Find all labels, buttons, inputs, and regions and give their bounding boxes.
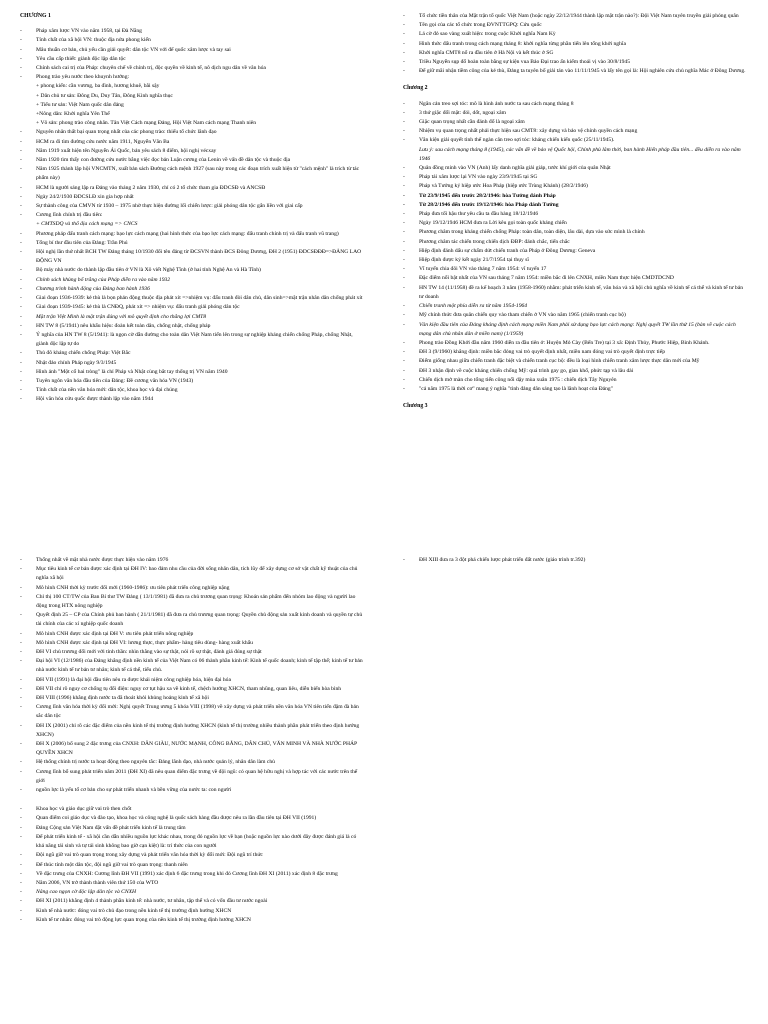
list-item: - Năm 1920 tìm thấy con đường cứu nước bằng việc đọc bản Luận cương của Lenin về vấn đề dân tộc và thuộc địa (20, 156, 365, 165)
list-item: - Từ 23/9/1945 đến trước 28/2/1946: hòa Tưởng đánh Pháp (403, 192, 748, 201)
list-item: + phong kiến: cần vương, ba đình, hương khuê, bãi sậy (36, 83, 160, 90)
list-item: - Quyết định 25 – CP của Chính phủ ban hành ( 21/1/1981) đã đưa ra chủ trương quan trọng: Quyền chủ động sản xuất kinh doanh và quyền tự chủ tài chính của các xí nghiệp quốc doanh (20, 611, 365, 629)
list-item: - Pháp và Tưởng ký hiệp ước Hoa Pháp (hiệp ước Trùng Khánh) (28/2/1946) (403, 182, 748, 191)
list-item: - Văn kiện giải quyết tình thế ngàn cân treo sợi tóc: kháng chiến kiến quốc (25/11/1945). (403, 136, 748, 145)
list-item: - Cương lĩnh bổ sung phát triển năm 2011 (ĐH XI) đã nêu quan điểm đặc trưng về đội ngũ: có quan hệ hữu nghị và hợp tác với các nước trên thế giới (20, 768, 365, 786)
list-item: - Tuyên ngôn văn hóa đầu tiên của Đảng: Đề cương văn hóa VN (1943) (20, 377, 365, 386)
list-item: - ĐH XIII đưa ra 3 đột phá chiến lược phát triển đất nước (giáo trình tr.392) (403, 556, 748, 565)
chapter-1-list (20, 27, 365, 404)
list-item: - Nâng cao ngọn cờ độc lập dân tộc và CNXH (20, 888, 365, 897)
list-item: - Chính sách cai trị của Pháp: chuyên chế về chính trị, độc quyền về kinh tế, nô dịch ngu dân về văn hóa (20, 64, 365, 73)
list-item: - Cương lĩnh chính trị đầu tiên: (20, 211, 365, 220)
list-item: - Giai đoạn 1936-1939: kẻ thù là bọn phản động thuộc địa phát xít =>nhiệm vụ: đấu tranh đòi dân chủ, dân sinh=>mặt trận nhân dân chống phát xít (20, 294, 365, 303)
list-item: - HCM là người sáng lập ra Đảng vào tháng 2 năm 1930, chỉ có 2 tổ chức tham gia ĐDCSĐ và ANCSĐ (20, 184, 365, 193)
list-item: - Phương pháp đấu tranh cách mạng: bạo lực cách mạng (hai hình thức của bạo lực cách mạng: đấu tranh chính trị và đấu tranh vũ trang) (20, 230, 365, 239)
list-item: - Vĩ tuyến chia đôi VN vào tháng 7 năm 1954: vĩ tuyến 17 (403, 265, 748, 274)
document-page-2 (0, 536, 768, 1024)
list-item: - Hình thức đấu tranh trong cách mạng tháng 8: khởi nghĩa từng phần tiến lên tổng khởi nghĩa (403, 40, 748, 49)
list-item: - Tổng bí thư đầu tiên của Đảng: Trần Phú (20, 239, 365, 248)
list-item: - Ý nghĩa của HN TW 8 (5/1941): là ngọn cờ dẫn đường cho toàn dân Việt Nam tiến lên trong sự nghiệp kháng chiến chống Pháp, chống Nhật, giành độc lập tự do (20, 331, 365, 349)
list-item: - ĐH XI (2011) khẳng định 4 thành phần kinh tế: nhà nước, tư nhân, tập thể và có vốn đầu tư nước ngoài (20, 897, 365, 906)
list-item: - Ngày 24/2/1930 ĐDCSLĐ xin gia hợp nhất (20, 193, 365, 202)
chapter-1-heading: CHƯƠNG 1 (20, 13, 51, 19)
list-item: - Hệ thống chính trị nước ta hoạt động theo nguyên tắc: Đảng lãnh đạo, nhà nước quản lý, nhân dân làm chủ (20, 758, 365, 767)
page1-left-column (20, 12, 365, 405)
list-item: - Mục tiêu kinh tế cơ bản được xác định tại ĐH IV: bao đảm nhu cầu của đời sống nhân dân, tích lũy để xây dựng cơ sở vật chất kỹ thuật của chủ nghĩa xã hội (20, 565, 365, 583)
list-item: - Để thúc tính một dân tộc, đội ngũ giữ vai trò quan trọng: thanh niên (20, 861, 365, 870)
list-item: - ĐH IX (2001) chỉ rõ các đặc điểm của nền kinh tế thị trường định hướng XHCN (kinh tế thị trường nhiều thành phần phát triển theo định hướng XHCN) (20, 722, 365, 740)
list-item: - Chính sách khủng bố trắng của Pháp diễn ra vào năm 1932 (20, 276, 365, 285)
page1-right-column (403, 12, 748, 417)
list-item: - Hiệp định đánh dấu sự chấm dứt chiến tranh của Pháp ở Đông Dương: Geneva (403, 247, 748, 256)
list-item: - ĐH X (2006) bổ sung 2 đặc trưng của CNXH: DÂN GIÀU, NƯỚC MẠNH, CÔNG BẰNG, DÂN CHỦ, VĂN MINH VÀ NHÀ NƯỚC PHÁP QUYỀN XHCN (20, 740, 365, 758)
list-item: - Mô hình CNH thời kỳ trước đổi mới (1960-1986): ưu tiên phát triển công nghiệp nặng (20, 584, 365, 593)
page-separator (0, 502, 768, 534)
list-item: - Nhật đảo chính Pháp ngày 9/3/1945 (20, 359, 365, 368)
list-item: - Để phát triển kinh tế - xã hội cần dẫn nhiều nguồn lực khác nhau, trong đó nguồn lực về bạn (hoặc nguồn lực nào dưới đây được đánh giá là có khả năng tái sinh và tự tái sinh không bao giờ cạn kiệt) là: trí thức của con người (20, 833, 365, 851)
list-item: - Quan điểm coi giáo dục và đào tạo, khoa học và công nghệ là quốc sách hàng đầu được nêu ra lần đầu tiên tại ĐH VII (1991) (20, 814, 365, 823)
list-item: - Mô hình CNH được xác định tại ĐH VI: lương thực, thực phẩm- hàng tiêu dùng- hàng xuất khẩu (20, 639, 365, 648)
list-item: Lưu ý: sau cách mạng tháng 8 (1945), các vấn đề về bảo vệ Quốc hội, Chính phủ lâm thời, ban hành Hiến pháp đầu tiên... đều diễn ra vào năm 1946 (419, 146, 741, 162)
list-item: - Văn kiện đầu tiên của Đảng kháng định cách mạng miền Nam phải sử dụng bạo lực cách mạng: Nghị quyết TW lần thứ 15 (bàn về cuộc cách mạng dân chủ nhân dân ở miền nam) (1/1959) (403, 321, 748, 339)
document-page-1 (0, 0, 768, 500)
list-item: - Giai đoạn 1939-1945: kẻ thù là CNĐQ, phát xít => nhiệm vụ: đấu tranh giải phóng dân tộc (20, 303, 365, 312)
list-item: - Yêu cầu cấp thiết: giành độc lập dân tộc (20, 55, 365, 64)
list-item: - Đại hội VI (12/1986) của Đảng khẳng định nền kinh tế của Việt Nam có 06 thành phần kinh tế: Kinh tế quốc doanh; kinh tế tập thể; kinh tế tư bản nhà nước kinh tế tư bản tư nhân; kinh tế cá thể, tiểu chủ. (20, 657, 365, 675)
list-item: - 3 thứ giặc đối mặt: đói, dốt, ngoại xâm (403, 109, 748, 118)
list-item: - Phương châm tác chiến trong chiến dịch ĐBP: đánh chắc, tiến chắc (403, 238, 748, 247)
list-item: - Chương trình hành động của Đảng ban hành 1936 (20, 285, 365, 294)
list-item: +Nông dân: Khởi nghĩa Yên Thế (36, 111, 110, 118)
list-item: - Hiệp định được ký kết ngày 21/7/1954 tại thụy sĩ (403, 256, 748, 265)
list-item: - Đặc điểm nổi bật nhất của VN sau tháng 7 năm 1954: miền bắc đi lên CNXH, miền Nam thực hiện CMDTDCND (403, 274, 748, 283)
list-item: - Năm 2006, VN trở thành thành viên thứ 150 của WTO (20, 879, 365, 888)
list-item: - Quân đồng minh vào VN (Anh) lấy danh nghĩa giải giáp, tước khí giới của quân Nhật (403, 164, 748, 173)
list-item: - Tính chất của xã hội VN: thuộc địa nửa phong kiến (20, 36, 365, 45)
list-item: + CMTSDQ và thổ địa cách mạng => CNCS (36, 221, 138, 228)
list-item: - Hội văn hóa cứu quốc được thành lập vào năm 1944 (20, 395, 365, 404)
list-item: - Tính chất của nền văn hóa mới: dân tộc, khoa học và đại chúng (20, 386, 365, 395)
list-item: - Chiến tranh một phía diễn ra từ năm 1954-1964 (403, 302, 748, 311)
list-item: - Phong trào Đồng Khởi đầu năm 1960 diễn ra đầu tiên ở: Huyện Mỏ Cày (Bến Tre) tại 3 xã: Định Thủy, Phước Hiệp, Bình Khánh. (403, 339, 748, 348)
list-item: + Dân chủ tư sản: Đông Du, Duy Tân, Đông Kinh nghĩa thục (36, 92, 173, 99)
list-item: + Tiểu tư sản: Việt Nam quốc dân đảng (36, 101, 124, 108)
list-item: - Hình ảnh "Một cổ hai tròng" là chỉ Pháp và Nhật cùng bắt tay thống trị VN năm 1940 (20, 368, 365, 377)
list-item: - Pháp tái xâm lược lại VN vào ngày 23/9/1945 tại SG (403, 173, 748, 182)
list-item: - Phương châm trong kháng chiến chống Pháp: toàn dân, toàn diện, lâu dài, dựa vào sức mình là chính (403, 228, 748, 237)
list-item: - Thủ đô kháng chiến chống Pháp: Việt Bắc (20, 349, 365, 358)
chapter-3-heading: Chương 3 (403, 403, 428, 410)
list-item: - Tên gọi của các tổ chức trong ĐVNTTGPQ: Cứu quốc (403, 21, 748, 30)
page2-right-column (403, 556, 748, 565)
list-item: - nguồn lực là yếu tố cơ bản cho sự phát triển nhanh và bền vững của nước ta: con người (20, 786, 365, 795)
list-item: - Khoa học và giáo dục giữ vai trò then chốt (20, 805, 365, 814)
list-item: - ĐH 3 nhận định về cuộc kháng chiến chống Mỹ: quá trình gay go, gian khổ, phức tạp và lâu dài (403, 367, 748, 376)
list-item: - Về đặc trưng của CNXH: Cương lĩnh ĐH VII (1991) xác định 6 đặc trưng trong khi đó Cương lĩnh ĐH XI (2011) xác định 8 đặc trưng (20, 870, 365, 879)
list-item: - ĐH VIII (1996) khẳng định nước ta đã thoát khỏi khủng hoảng kinh tế xã hội (20, 694, 365, 703)
list-item: - ĐH VI chủ trương đổi mới với tinh thần: nhìn thẳng vào sự thật, nói rõ sự thật, đánh giá đúng sự thật (20, 648, 365, 657)
list-item: - Tổ chức tiền thân của Mặt trận tổ quốc Việt Nam (hoặc ngày 22/12/1944 thành lập mặt trận nào?): Đội Việt Nam tuyên truyền giải phóng quân (403, 12, 748, 21)
list-item: - Triều Nguyễn sụp đổ hoàn toàn bằng sự kiện vua Bảo Đại trao ấn kiếm thoái vị vào 30/8/1945 (403, 58, 748, 67)
chapter-2-heading: Chương 2 (403, 85, 428, 92)
page2-left-column (20, 556, 365, 925)
list-item: - Mặt trận Việt Minh là mặt trận đúng với mô quyết định cho thắng lợi CMT8 (20, 313, 365, 322)
list-item: - Cương lĩnh văn hóa thời kỳ đổi mới: Nghị quyết Trung ương 5 khóa VIII (1998) về xây dựng và phát triển nền văn hóa VN tiên tiến đậm đà bản sắc dân tộc (20, 703, 365, 721)
list-item: - Năm 1925 thành lập hội VNCMTN, xuất bản sách Đường cách mệnh 1927 (sau này trong các đoạn trích xuất hiện từ "cách mệnh" là trích từ tác phẩm này) (20, 165, 365, 183)
list-item: - Năm 1919 xuất hiện tên Nguyễn Ái Quốc, bản yêu sách 8 điểm, hội nghị vécxay (20, 147, 365, 156)
chapter-1-list-continued (403, 12, 748, 76)
list-item: - ĐH 3 (9/1960) khẳng định: miền bắc đóng vai trò quyết định nhất, miền nam đóng vai trò quyết định trực tiếp (403, 348, 748, 357)
list-item: - Pháp xâm lược VN vào năm 1958, tại Đà Nẵng (20, 27, 365, 36)
list-item: - ĐH VII chỉ rõ nguy cơ chống tụ đổi điện: nguy cơ tụt hậu xa về kinh tế, chệch hướng XHCN, tham nhũng, quan liêu, diễn biến hòa bình (20, 685, 365, 694)
list-item: - Khởi nghĩa CMT8 nổ ra đầu tiên ở Hà Nội và kết thúc ở SG (403, 49, 748, 58)
list-item: - Đội ngũ giữ vai trò quan trọng trong xây dựng và phát triển văn hóa thời kỳ đổi mới: Đội ngũ trí thức (20, 851, 365, 860)
list-item: - Nhiệm vụ quan trọng nhất phải thực hiện sau CMT8: xây dựng và bảo vệ chính quyền cách mạng (403, 127, 748, 136)
list-item: - Hội nghị lần thứ nhất BCH TW Đảng tháng 10/1930 đổi tên đảng từ ĐCSVN thành ĐCS Đông Dương, ĐH 2 (1951) ĐDCSĐĐĐ=>ĐẢNG LAO ĐỘNG VN (20, 248, 365, 266)
list-item: - ĐH VII (1991) là đại hội đầu tiên nêu ra được khái niệm công nghiệp hóa, hiện đại hóa (20, 676, 365, 685)
list-item: - Nguyên nhân thất bại quan trọng nhất của các phong trào: thiếu tổ chức lãnh đạo (20, 128, 365, 137)
list-item: - Thống nhất về mặt nhà nước được thực hiện vào năm 1976 (20, 556, 365, 565)
chapter-2-list (403, 100, 748, 395)
list-item: + Vô sản: phong trào công nhân. Tân Việt Cách mạng Đảng, Hội Việt Nam cách mạng Thanh niên (36, 120, 257, 127)
list-item: - Ngăn cản treo sợi tóc: mô là hình ảnh nước ta sau cách mạng tháng 8 (403, 100, 748, 109)
list-item: - Phong trào yêu nước theo khuynh hướng: (20, 73, 365, 82)
list-item: - "cả năm 1975 là thời cơ" mang ý nghĩa "tình đảng dân sáng tạo là lãnh hoạt của Đảng" (403, 385, 748, 394)
list-item: - Chỉ thị 100 CT/TW của Ban Bí thư TW Đảng ( 13/1/1981) đã đưa ra chủ trương quan trọng: Khoán sản phẩm đến nhóm lao động và người lao động trong HTX nông nghiệp (20, 593, 365, 611)
list-item: - Giặc quan trọng nhất cần đánh đổ là ngoại xâm (403, 118, 748, 127)
list-item: - HN TW 8 (5/1941) nêu khẩu hiệu: đoàn kết toàn dân, chống nhật, chống pháp (20, 322, 365, 331)
list-item: - Pháp đưa tối hậu thư yêu cầu ta đầu hàng 18/12/1946 (403, 210, 748, 219)
list-item: - Kinh tế nhà nước: đóng vai trò chủ đạo trong nền kinh tế thị trường định hướng XHCN (20, 907, 365, 916)
list-item: - Kinh tế tư nhân: đóng vai trò động lực quan trọng của nền kinh tế thị trường định hướng XHCN (20, 916, 365, 925)
list-item: - Mô hình CNH được xác định tại ĐH V: ưu tiên phát triển nông nghiệp (20, 630, 365, 639)
list-item: - Từ 28/2/1946 đến trước 19/12/1946: hòa Pháp đánh Tưởng (403, 201, 748, 210)
list-item: - Sự thành công của CMVN từ 1930 – 1975 nhờ thực hiện đường lối chiến lược: giải phóng dân tộc gắn liền với giai cấp (20, 202, 365, 211)
chapter-3-list-continued (403, 556, 748, 565)
list-item: - Đảng Cộng sản Việt Nam đặt vấn đề phát triển kinh tế là trung tâm (20, 824, 365, 833)
list-item: - Bộ máy nhà nước do thành lập đầu tiên ở VN là Xô viết Nghệ Tĩnh (ở hai tỉnh Nghệ An và Hà Tĩnh) (20, 266, 365, 275)
chapter-3-list (20, 556, 365, 925)
list-item: - HN TW 14 (11/1958) đề ra kế hoạch 3 năm (1958-1960) nhằm: phát triển kinh tế, văn hóa và xã hội chủ nghĩa về kinh tế cá thể và kinh tế tư bản tư doanh (403, 284, 748, 302)
list-item: - HCM ra đi tìm đường cứu nước năm 1911, Nguyễn Văn Ba (20, 138, 365, 147)
list-item: - Mỹ chính thức đưa quân chiến quy vào tham chiến ở VN vào năm 1965 (chiến tranh cục bộ) (403, 311, 748, 320)
list-item: - Ngày 19/12/1946 HCM đưa ra Lời kêu gọi toàn quốc kháng chiến (403, 219, 748, 228)
list-item: - Để giữ mãi nhận tiềm công của kẻ thù, Đảng ta tuyên bố giải tán vào 11/11/1945 và lấy tên gọi là: Hội nghiên cứu chủ nghĩa Mác ở Đông Dương. (403, 67, 748, 76)
list-item: - Điểm giống nhau giữa chiến tranh đặc biệt và chiến tranh cục bộ: đều là loại hình chiến tranh xâm lược thực dân mới của Mỹ (403, 357, 748, 366)
list-item: - Lá cờ đỏ sao vàng xuất hiện: trong cuộc Khởi nghĩa Nam Kỳ (403, 30, 748, 39)
list-item: - Chiến dịch mở màn cho tổng tiến công nổi dậy mùa xuân 1975 : chiến dịch Tây Nguyên (403, 376, 748, 385)
list-item: - Mâu thuẫn cơ bản, chủ yếu cần giải quyết: dân tộc VN với đế quốc xâm lược và tay sai (20, 46, 365, 55)
